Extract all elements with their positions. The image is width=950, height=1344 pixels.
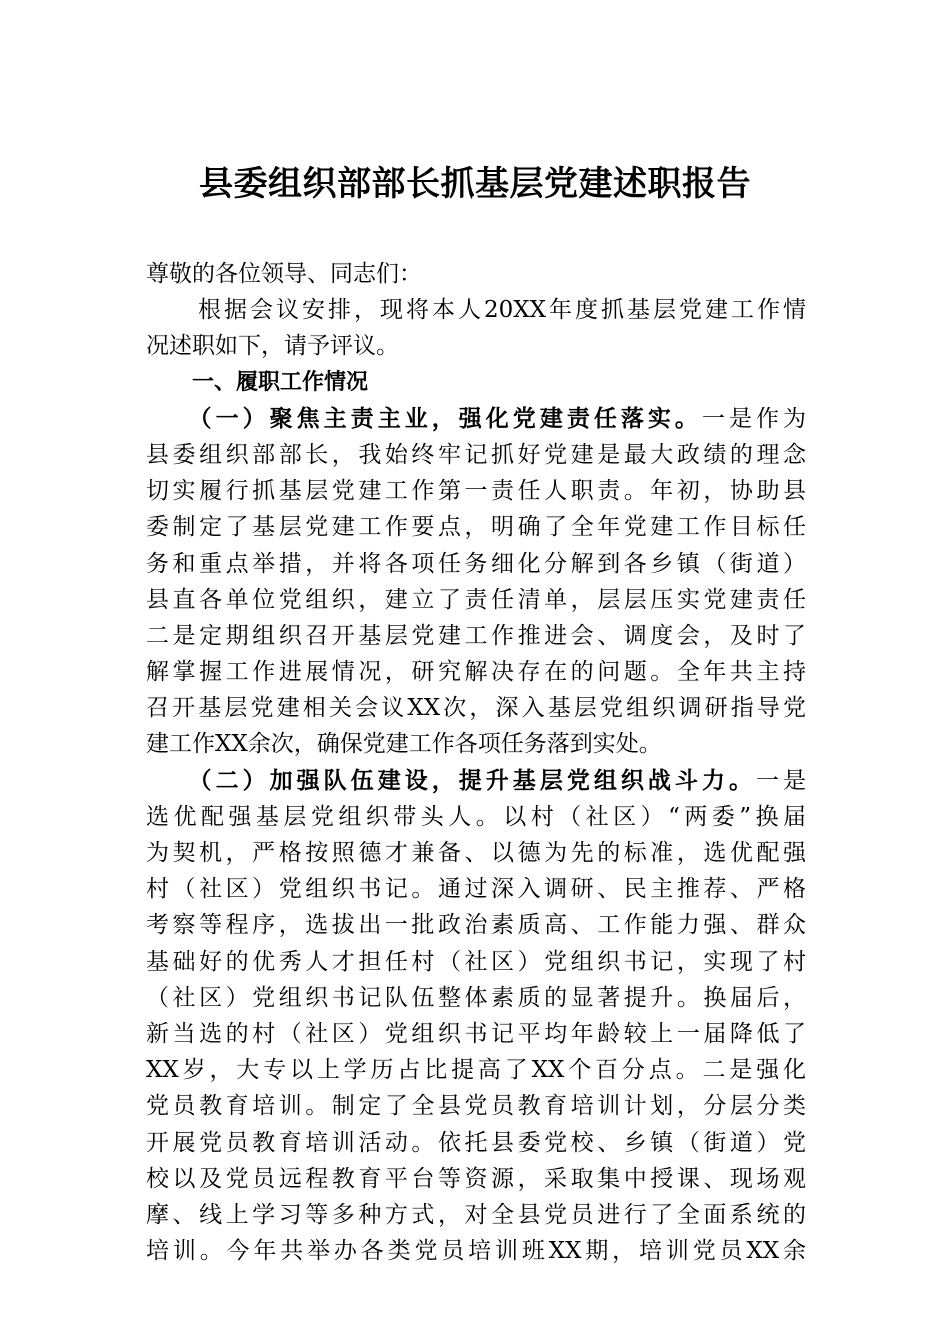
- paragraph-2-line: 新当选的村（社区）党组织书记平均年龄较上一届降低了: [146, 1020, 806, 1047]
- paragraph-1-line: 县委组织部部长，我始终牢记抓好党建是最大政绩的理念: [146, 441, 806, 468]
- paragraph-2-first-line: [146, 763, 806, 799]
- paragraph-2-line: （社区）党组织书记队伍整体素质的显著提升。换届后，: [146, 984, 806, 1011]
- paragraph-2-line: 为契机，严格按照德才兼备、以德为先的标准，选优配强: [146, 840, 806, 866]
- intro-line: 况述职如下，请予评议。: [146, 333, 399, 360]
- paragraph-1-first-rest: 一是作为: [701, 405, 807, 432]
- paragraph-2-line: 校以及党员远程教育平台等资源，采取集中授课、现场观: [146, 1165, 806, 1192]
- paragraph-2-line: 开展党员教育培训活动。依托县委党校、乡镇（街道）党: [146, 1129, 806, 1156]
- paragraph-1-lead: （一）聚焦主责主业，强化党建责任落实。: [200, 404, 702, 432]
- paragraph-1-line: 二是定期组织召开基层党建工作推进会、调度会，及时了: [146, 622, 806, 649]
- paragraph-2-line: 村（社区）党组织书记。通过深入调研、民主推荐、严格: [146, 876, 806, 903]
- paragraph-2-first-rest: 一是: [755, 767, 807, 794]
- paragraph-2-lead: （二）加强队伍建设，提升基层党组织战斗力。: [200, 766, 756, 794]
- section-heading: 一、履职工作情况: [192, 369, 369, 395]
- paragraph-1-line: 召开基层党建相关会议XX次，深入基层党组织调研指导党: [146, 695, 806, 722]
- paragraph-1-line: 县直各单位党组织，建立了责任清单，层层压实党建责任: [146, 586, 806, 613]
- paragraph-2-line: 摩、线上学习等多种方式，对全县党员进行了全面系统的: [146, 1201, 806, 1228]
- paragraph-2-line: 党员教育培训。制定了全县党员教育培训计划，分层分类: [146, 1093, 806, 1120]
- paragraph-1-line: 切实履行抓基层党建工作第一责任人职责。年初，协助县: [146, 478, 806, 505]
- paragraph-1-first-line: [146, 401, 806, 437]
- paragraph-2-line: XX岁，大专以上学历占比提高了XX个百分点。二是强化: [146, 1057, 806, 1084]
- paragraph-2-line: 考察等程序，选拔出一批政治素质高、工作能力强、群众: [146, 912, 806, 939]
- paragraph-1-line: 建工作XX余次，确保党建工作各项任务落到实处。: [146, 731, 662, 758]
- paragraph-1-line: 务和重点举措，并将各项任务细化分解到各乡镇（街道）: [146, 550, 806, 577]
- paragraph-2-line: 选优配强基层党组织带头人。以村（社区）“两委”换届: [146, 803, 806, 830]
- paragraph-2-line: 培训。今年共举办各类党员培训班XX期，培训党员XX余: [146, 1238, 806, 1265]
- salutation: 尊敬的各位领导、同志们：: [146, 261, 422, 287]
- paragraph-1-line: 解掌握工作进展情况，研究解决存在的问题。全年共主持: [146, 659, 806, 686]
- document-title: 县委组织部部长抓基层党建述职报告: [199, 164, 751, 204]
- paragraph-1-line: 委制定了基层党建工作要点，明确了全年党建工作目标任: [146, 514, 806, 541]
- document-body: [146, 256, 806, 1269]
- paragraph-2-line: 基础好的优秀人才担任村（社区）党组织书记，实现了村: [146, 948, 806, 975]
- intro-line: 根据会议安排，现将本人20XX年度抓基层党建工作情: [146, 297, 806, 324]
